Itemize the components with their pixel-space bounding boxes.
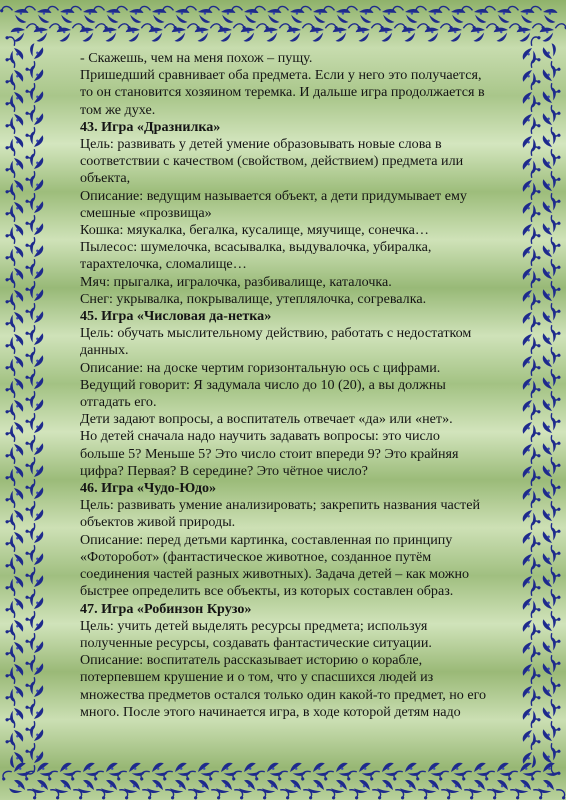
border-sprig-icon (123, 778, 155, 800)
border-sprig-icon (537, 778, 566, 800)
border-sprig-icon (541, 614, 563, 645)
text-line: том же духе. (80, 101, 156, 118)
border-sprig-icon (22, 504, 44, 535)
border-sprig-icon (446, 19, 478, 43)
border-sprig-icon (252, 761, 283, 783)
border-sprig-icon (521, 671, 543, 702)
text-line: Описание: на доске чертим горизонтальную ось с цифрами. (80, 359, 441, 376)
border-sprig-icon (390, 2, 421, 24)
border-sprig-icon (0, 2, 30, 24)
text-line: больше 5? Меньше 5? Это число стоит впереди 9? Это крайняя (80, 445, 459, 462)
border-sprig-icon (2, 165, 24, 196)
text-line: много. После этого начинается игра, в ходе которой детям надо (80, 703, 461, 720)
border-sprig-icon (2, 561, 24, 592)
border-sprig-icon (353, 778, 385, 800)
border-sprig-icon (275, 2, 306, 24)
border-sprig-icon (521, 583, 543, 614)
border-sprig-icon (308, 19, 340, 43)
border-sprig-icon (2, 77, 24, 108)
border-sprig-icon (330, 778, 362, 800)
border-sprig-icon (193, 19, 225, 43)
border-sprig-icon (521, 77, 543, 108)
text-line: Дети задают вопросы, а воспитатель отвечает «да» или «нет». (80, 411, 453, 428)
border-sprig-icon (521, 517, 543, 548)
text-line: Описание: ведущим называется объект, а дети придумывает ему (80, 187, 467, 204)
border-sprig-icon (541, 460, 563, 491)
border-sprig-icon (252, 2, 283, 24)
border-sprig-icon (541, 152, 563, 183)
border-sprig-icon (2, 693, 24, 724)
border-sprig-icon (22, 64, 44, 95)
border-sprig-icon (238, 778, 270, 800)
text-line: смешные «прозвища» (80, 204, 212, 221)
text-line: Цель: обучать мыслительному действию, работать с недостатком (80, 325, 472, 342)
border-sprig-icon (22, 438, 44, 469)
border-sprig-icon (541, 328, 563, 359)
text-line: множества предметов остался только один какой-то предмет, но его (80, 686, 487, 703)
border-sprig-icon (541, 570, 563, 601)
border-sprig-icon (354, 19, 386, 43)
text-line: - Скажешь, чем на меня похож – пущу. (80, 50, 313, 66)
text-line: Описание: воспитатель рассказывает историю о корабле, (80, 652, 423, 669)
text-line: цифра? Первая? В середине? Это чётное число? (80, 462, 368, 479)
border-sprig-icon (54, 778, 86, 800)
border-sprig-icon (367, 2, 398, 24)
border-sprig-icon (45, 761, 76, 783)
border-sprig-icon (521, 715, 543, 746)
border-sprig-icon (8, 778, 40, 800)
border-sprig-icon (22, 416, 44, 447)
border-sprig-icon (22, 526, 44, 557)
border-sprig-icon (2, 649, 24, 680)
border-sprig-icon (541, 394, 563, 425)
border-sprig-icon (521, 429, 543, 460)
border-sprig-icon (541, 438, 563, 469)
border-sprig-icon (367, 761, 398, 783)
border-sprig-icon (541, 548, 563, 579)
border-sprig-icon (521, 187, 543, 218)
border-sprig-icon (124, 19, 156, 43)
border-sprig-icon (521, 539, 543, 570)
border-sprig-icon (491, 778, 523, 800)
text-line: Цель: развивать у детей умение образовывать новые слова в (80, 136, 442, 153)
border-sprig-icon (100, 778, 132, 800)
border-sprig-icon (528, 761, 559, 783)
border-sprig-icon (423, 19, 455, 43)
border-sprig-icon (22, 284, 44, 315)
border-sprig-icon (541, 658, 563, 689)
text-line: объектов живой природы. (80, 514, 236, 531)
border-sprig-icon (521, 407, 543, 438)
border-sprig-icon (541, 240, 563, 271)
border-sprig-icon (22, 746, 44, 777)
border-sprig-icon (521, 121, 543, 152)
text-line: Мяч: прыгалка, игралочка, разбивалище, каталочка. (80, 273, 392, 290)
border-sprig-icon (521, 319, 543, 350)
border-sprig-icon (2, 583, 24, 614)
border-sprig-icon (521, 737, 543, 768)
border-sprig-icon (183, 761, 214, 783)
border-sprig-icon (91, 761, 122, 783)
border-sprig-icon (541, 108, 563, 139)
border-sprig-icon (344, 2, 375, 24)
section-heading: 45. Игра «Числовая да-нетка» (80, 308, 272, 325)
border-sprig-icon (521, 495, 543, 526)
border-sprig-icon (2, 275, 24, 306)
border-sprig-icon (445, 778, 477, 800)
border-sprig-icon (22, 460, 44, 491)
text-line: соединения частей разных животных). Задача детей – как можно (80, 566, 470, 583)
border-sprig-icon (298, 761, 329, 783)
text-line: быстрее определить все объекты, из которых составлен образ. (80, 583, 454, 600)
border-sprig-icon (541, 174, 563, 205)
border-sprig-icon (22, 174, 44, 205)
border-sprig-icon (399, 778, 431, 800)
border-sprig-icon (55, 19, 87, 43)
border-sprig-icon (541, 680, 563, 711)
border-sprig-icon (216, 19, 248, 43)
border-sprig-icon (505, 2, 536, 24)
border-sprig-icon (192, 778, 224, 800)
border-sprig-icon (514, 778, 546, 800)
border-sprig-icon (505, 761, 536, 783)
border-sprig-icon (541, 86, 563, 117)
border-sprig-icon (2, 187, 24, 218)
border-sprig-icon (2, 297, 24, 328)
border-sprig-icon (146, 778, 178, 800)
border-sprig-icon (22, 196, 44, 227)
border-sprig-icon (114, 761, 145, 783)
border-sprig-icon (521, 385, 543, 416)
border-sprig-icon (22, 130, 44, 161)
text-line: Ведущий говорит: Я задумала число до 10 (20), а вы должны (80, 376, 446, 393)
border-sprig-icon (0, 761, 31, 783)
border-sprig-icon (2, 473, 24, 504)
border-sprig-icon (22, 2, 53, 24)
border-sprig-icon (22, 680, 44, 711)
border-sprig-icon (521, 693, 543, 724)
border-sprig-icon (2, 495, 24, 526)
text-line: Снег: укрывалка, покрывалище, утеплялочка, согревалка. (80, 290, 427, 307)
border-sprig-icon (22, 218, 44, 249)
border-sprig-icon (541, 306, 563, 337)
border-sprig-icon (2, 341, 24, 372)
border-sprig-icon (22, 240, 44, 271)
border-sprig-icon (541, 42, 563, 73)
border-sprig-icon (541, 636, 563, 667)
text-line: соответствии с качеством (свойством, действием) предмета или (80, 153, 464, 170)
text-line: Цель: развивать умение анализировать; закрепить названия частей (80, 497, 481, 514)
text-line: данных. (80, 342, 129, 359)
border-sprig-icon (2, 451, 24, 482)
border-sprig-icon (2, 55, 24, 86)
border-sprig-icon (2, 627, 24, 658)
border-sprig-icon (2, 737, 24, 768)
border-sprig-icon (413, 761, 444, 783)
border-sprig-icon (521, 627, 543, 658)
border-sprig-icon (541, 284, 563, 315)
text-line: Цель: учить детей выделять ресурсы предмета; используя (80, 617, 428, 634)
border-sprig-icon (91, 2, 122, 24)
border-sprig-icon (2, 253, 24, 284)
border-sprig-icon (22, 42, 44, 73)
border-sprig-icon (31, 778, 63, 800)
border-sprig-icon (2, 33, 24, 64)
section-heading: 46. Игра «Чудо-Юдо» (80, 480, 217, 497)
border-sprig-icon (2, 319, 24, 350)
border-sprig-icon (169, 778, 201, 800)
border-sprig-icon (160, 761, 191, 783)
border-sprig-icon (492, 19, 524, 43)
border-sprig-icon (344, 761, 375, 783)
border-sprig-icon (137, 2, 168, 24)
border-sprig-icon (2, 363, 24, 394)
border-sprig-icon (521, 341, 543, 372)
border-sprig-icon (541, 504, 563, 535)
border-sprig-icon (321, 761, 352, 783)
border-sprig-icon (541, 218, 563, 249)
border-sprig-icon (78, 19, 110, 43)
border-sprig-icon (541, 372, 563, 403)
text-line: Но детей сначала надо научить задавать вопросы: это число (80, 428, 440, 445)
border-sprig-icon (436, 2, 467, 24)
border-sprig-icon (521, 363, 543, 394)
text-line: тарахтелочка, сломалище… (80, 256, 247, 273)
border-sprig-icon (2, 539, 24, 570)
text-line: то он становится хозяином теремка. И дальше игра продолжается в (80, 84, 485, 101)
border-sprig-icon (22, 152, 44, 183)
border-sprig-icon (528, 2, 559, 24)
border-sprig-icon (32, 19, 64, 43)
border-sprig-icon (183, 2, 214, 24)
border-sprig-icon (521, 605, 543, 636)
border-sprig-icon (22, 636, 44, 667)
border-sprig-icon (101, 19, 133, 43)
border-sprig-icon (331, 19, 363, 43)
border-sprig-icon (459, 2, 490, 24)
border-sprig-icon (541, 416, 563, 447)
border-sprig-icon (229, 2, 260, 24)
border-sprig-icon (541, 592, 563, 623)
border-sprig-icon (482, 2, 513, 24)
text-line: отгадать его. (80, 394, 157, 411)
border-sprig-icon (422, 778, 454, 800)
border-sprig-icon (377, 19, 409, 43)
border-sprig-icon (22, 394, 44, 425)
border-sprig-icon (215, 778, 247, 800)
border-sprig-icon (541, 130, 563, 161)
border-sprig-icon (22, 482, 44, 513)
border-sprig-icon (521, 297, 543, 328)
border-sprig-icon (400, 19, 432, 43)
border-sprig-icon (2, 385, 24, 416)
border-sprig-icon (285, 19, 317, 43)
border-sprig-icon (469, 19, 501, 43)
border-sprig-icon (541, 724, 563, 755)
border-sprig-icon (521, 275, 543, 306)
border-sprig-icon (459, 761, 490, 783)
border-sprig-icon (541, 482, 563, 513)
border-sprig-icon (468, 778, 500, 800)
border-sprig-icon (436, 761, 467, 783)
border-sprig-icon (521, 451, 543, 482)
border-sprig-icon (137, 761, 168, 783)
border-sprig-icon (521, 55, 543, 86)
border-sprig-icon (22, 86, 44, 117)
border-sprig-icon (521, 473, 543, 504)
border-sprig-icon (321, 2, 352, 24)
border-sprig-icon (206, 761, 237, 783)
border-sprig-icon (68, 2, 99, 24)
border-sprig-icon (521, 253, 543, 284)
border-sprig-icon (298, 2, 329, 24)
border-sprig-icon (284, 778, 316, 800)
text-line: Описание: перед детьми картинка, составленная по принципу (80, 531, 453, 548)
text-line: потерпевшем крушение и о том, что у спасшихся людей из (80, 669, 434, 686)
border-sprig-icon (2, 429, 24, 460)
border-sprig-icon (541, 746, 563, 777)
border-sprig-icon (9, 19, 41, 43)
border-sprig-icon (2, 121, 24, 152)
border-sprig-icon (239, 19, 271, 43)
border-sprig-icon (114, 2, 145, 24)
border-sprig-icon (521, 33, 543, 64)
border-sprig-icon (22, 328, 44, 359)
border-sprig-icon (45, 2, 76, 24)
border-sprig-icon (541, 350, 563, 381)
border-sprig-icon (376, 778, 408, 800)
text-line: полученные ресурсы, создавать фантастические ситуации. (80, 634, 432, 651)
border-sprig-icon (521, 649, 543, 680)
border-sprig-icon (206, 2, 237, 24)
text-line: Кошка: мяукалка, бегалка, кусалище, мяучище, сонечка… (80, 222, 430, 239)
border-sprig-icon (2, 99, 24, 130)
border-sprig-icon (521, 165, 543, 196)
border-sprig-icon (541, 196, 563, 227)
border-sprig-icon (2, 605, 24, 636)
border-sprig-icon (22, 108, 44, 139)
border-sprig-icon (160, 2, 191, 24)
border-sprig-icon (22, 372, 44, 403)
border-sprig-icon (2, 517, 24, 548)
border-sprig-icon (541, 702, 563, 733)
border-sprig-icon (22, 724, 44, 755)
border-sprig-icon (22, 658, 44, 689)
border-sprig-icon (22, 592, 44, 623)
border-sprig-icon (521, 143, 543, 174)
border-sprig-icon (521, 231, 543, 262)
border-sprig-icon (515, 19, 547, 43)
section-heading: 43. Игра «Дразнилка» (80, 118, 221, 135)
border-sprig-icon (2, 231, 24, 262)
border-sprig-icon (521, 99, 543, 130)
border-sprig-icon (22, 570, 44, 601)
border-sprig-icon (521, 209, 543, 240)
border-sprig-icon (413, 2, 444, 24)
border-sprig-icon (2, 209, 24, 240)
border-sprig-icon (541, 262, 563, 293)
border-sprig-icon (2, 143, 24, 174)
text-line: «Фоторобот» (фантастическое животное, созданное путём (80, 548, 432, 565)
border-sprig-icon (170, 19, 202, 43)
document-body (80, 50, 520, 721)
border-sprig-icon (22, 350, 44, 381)
text-line: объекта, (80, 170, 131, 187)
text-line: Пришедший сравнивает оба предмета. Если у него это получается, (80, 67, 482, 84)
border-sprig-icon (538, 19, 566, 43)
border-sprig-icon (261, 778, 293, 800)
section-heading: 47. Игра «Робинзон Крузо» (80, 600, 252, 617)
border-sprig-icon (68, 761, 99, 783)
border-sprig-icon (22, 306, 44, 337)
border-sprig-icon (2, 407, 24, 438)
border-sprig-icon (262, 19, 294, 43)
border-sprig-icon (77, 778, 109, 800)
border-sprig-icon (390, 761, 421, 783)
border-sprig-icon (229, 761, 260, 783)
border-sprig-icon (275, 761, 306, 783)
border-sprig-icon (22, 548, 44, 579)
border-sprig-icon (541, 526, 563, 557)
border-sprig-icon (482, 761, 513, 783)
border-sprig-icon (2, 715, 24, 746)
border-sprig-icon (147, 19, 179, 43)
border-sprig-icon (307, 778, 339, 800)
border-sprig-icon (22, 761, 53, 783)
border-sprig-icon (2, 671, 24, 702)
border-sprig-icon (22, 614, 44, 645)
border-sprig-icon (541, 64, 563, 95)
border-sprig-icon (521, 561, 543, 592)
text-line: Пылесос: шумелочка, всасывалка, выдувалочка, убиралка, (80, 239, 432, 256)
border-sprig-icon (22, 702, 44, 733)
border-sprig-icon (22, 262, 44, 293)
